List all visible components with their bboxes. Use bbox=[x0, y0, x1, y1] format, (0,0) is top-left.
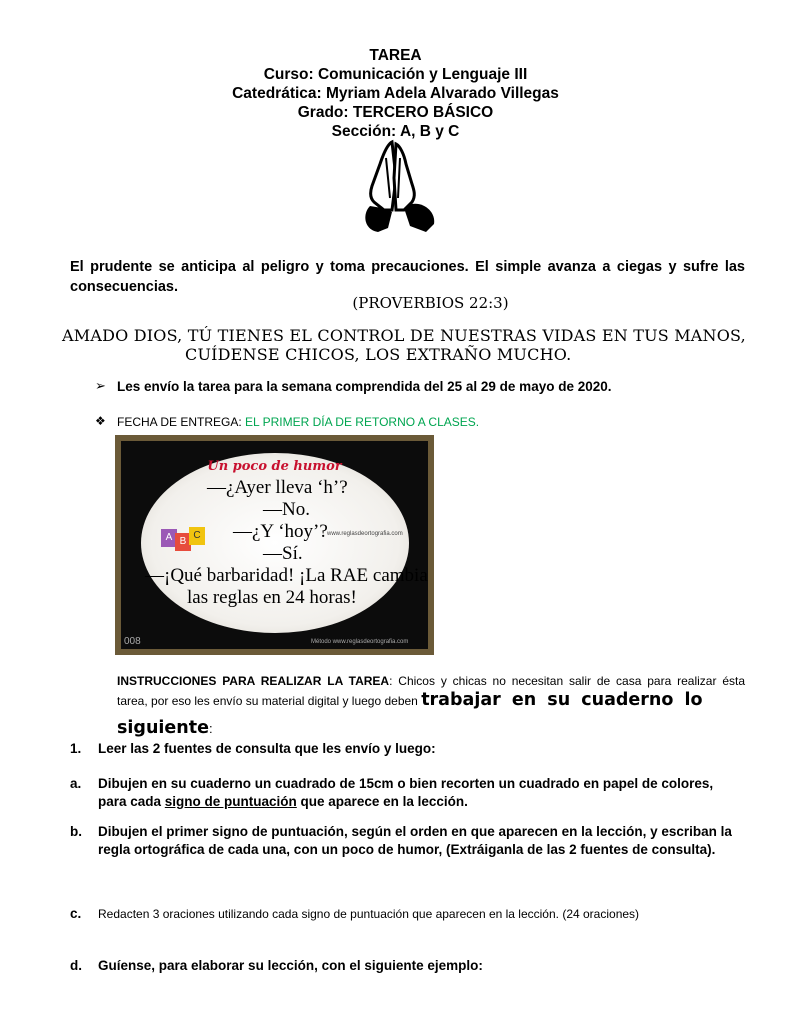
humor-image bbox=[115, 435, 434, 655]
humor-line-4: —Sí. bbox=[263, 543, 303, 564]
humor-line-5: —¡Qué barbaridad! ¡La RAE cambia bbox=[145, 565, 428, 586]
list-item-a-body bbox=[98, 775, 713, 811]
arrow-bullet-icon: ➢ bbox=[95, 378, 106, 393]
instructions-line-1 bbox=[117, 674, 745, 688]
list-text-a-2: para cada signo de puntuación que aparece en la lección. bbox=[98, 794, 468, 809]
due-date-line bbox=[117, 415, 479, 429]
title: TAREA bbox=[369, 47, 422, 64]
praying-hands-icon bbox=[352, 138, 438, 238]
humor-website: www.reglasdeortografia.com bbox=[327, 531, 403, 537]
humor-footer-num: 008 bbox=[124, 636, 141, 647]
list-marker-b: b. bbox=[70, 824, 82, 839]
due-date-label: FECHA DE ENTREGA: bbox=[117, 415, 246, 429]
proverb-text: El prudente se anticipa al peligro y toma precauciones. El simple avanza a ciegas y sufre las consecuencias. bbox=[70, 259, 745, 295]
diamond-bullet-icon: ❖ bbox=[95, 414, 106, 428]
course-line: Curso: Comunicación y Lenguaje III bbox=[263, 66, 528, 83]
humor-line-1: —¿Ayer lleva ‘h’? bbox=[207, 477, 348, 498]
humor-image-board bbox=[121, 441, 428, 649]
humor-line-2: —No. bbox=[263, 499, 310, 520]
list-item-b bbox=[70, 823, 745, 859]
prayer-line-2: CUÍDENSE CHICOS, LOS EXTRAÑO MUCHO. bbox=[185, 345, 572, 364]
humor-title: Un poco de humor bbox=[207, 459, 342, 474]
proverb-reference: (PROVERBIOS 22:3) bbox=[352, 294, 509, 312]
list-item-d bbox=[70, 957, 483, 975]
list-item-1 bbox=[70, 740, 436, 758]
grade-line: Grado: TERCERO BÁSICO bbox=[297, 104, 494, 121]
list-marker-a: a. bbox=[70, 776, 82, 791]
list-item-a bbox=[70, 775, 760, 811]
list-text-b: Dibujen el primer signo de puntuación, según el orden en que aparecen en la lección, y escriban la regla ortográfica de cada una, con un poco de humor, (Extráiganla de las 2 fuentes de consulta). bbox=[98, 824, 732, 857]
list-marker-c: c. bbox=[70, 906, 82, 921]
abc-blocks-icon: A B C bbox=[161, 519, 207, 553]
list-text-d: Guíense, para elaborar su lección, con el siguiente ejemplo: bbox=[98, 958, 483, 973]
humor-footer-site: Método www.reglasdeortografia.com bbox=[311, 639, 409, 645]
due-date-value: EL PRIMER DÍA DE RETORNO A CLASES. bbox=[245, 415, 480, 429]
notice-line: Les envío la tarea para la semana comprendida del 25 al 29 de mayo de 2020. bbox=[117, 379, 612, 394]
instructions-line-2 bbox=[117, 690, 747, 710]
list-text-1: Leer las 2 fuentes de consulta que les envío y luego: bbox=[98, 741, 436, 756]
humor-line-3: —¿Y ‘hoy’? bbox=[233, 521, 328, 542]
section-line: Sección: A, B y C bbox=[331, 123, 460, 140]
list-item-c bbox=[70, 905, 760, 923]
list-marker-1: 1. bbox=[70, 741, 82, 756]
instructions-big-2: siguiente bbox=[117, 718, 209, 738]
humor-line-6: las reglas en 24 horas! bbox=[187, 587, 357, 608]
instructions-text-1: : Chicos y chicas no necesitan salir de casa para realizar ésta bbox=[389, 674, 745, 688]
list-text-c: Redacten 3 oraciones utilizando cada signo de puntuación que aparecen en la lección. (24 oraciones) bbox=[98, 907, 640, 921]
prayer-line-1: AMADO DIOS, TÚ TIENES EL CONTROL DE NUESTRAS VIDAS EN TUS MANOS, bbox=[62, 326, 746, 345]
instructions-label: INSTRUCCIONES PARA REALIZAR LA TAREA bbox=[117, 674, 390, 688]
instructions-colon: : bbox=[208, 721, 213, 736]
list-marker-d: d. bbox=[70, 958, 82, 973]
instructions-line-3 bbox=[117, 718, 213, 738]
instructions-text-2: tarea, por eso les envío su material digital y luego deben bbox=[117, 694, 422, 708]
list-text-a-1: Dibujen en su cuaderno un cuadrado de 15cm o bien recorten un cuadrado en papel de colores, bbox=[98, 776, 714, 791]
instructions-big-1: trabajar en su cuaderno lo bbox=[421, 690, 703, 710]
teacher-line: Catedrática: Myriam Adela Alvarado Villegas bbox=[232, 85, 559, 102]
punctuation-sign-term: signo de puntuación bbox=[164, 794, 297, 809]
